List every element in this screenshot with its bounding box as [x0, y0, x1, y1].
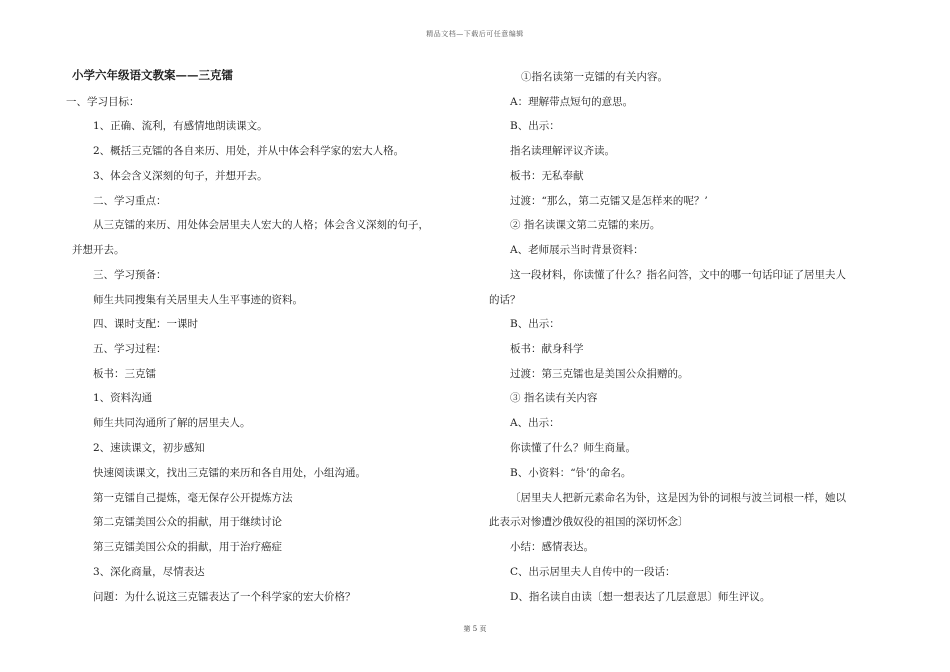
text-line: 从三克镭的来历、用处体会居里夫人宏大的人格；体会含义深刻的句子，: [93, 219, 429, 231]
text-line: 3、深化商量，尽情表达: [93, 566, 205, 578]
text-line: 的话？: [489, 294, 521, 306]
text-line: 三、学习预备：: [93, 269, 167, 281]
text-line: 板书：三克镭: [93, 368, 156, 380]
text-line: 第二克镭美国公众的捐献，用于继续讨论: [93, 516, 282, 528]
text-line: 快速阅读课文，找出三克镭的来历和各自用处，小组沟通。: [93, 467, 366, 479]
text-line: 3、体会含义深刻的句子，并想开去。: [93, 170, 268, 182]
text-line: 第三克镭美国公众的捐献，用于治疗癌症: [93, 541, 282, 553]
text-line: ③ 指名读有关内容: [510, 392, 598, 404]
text-line: ② 指名读课文第二克镭的来历。: [510, 219, 661, 231]
text-line: D、指名读自由读〔想一想表达了几层意思〕师生评议。: [510, 591, 771, 603]
text-line: 问题：为什么说这三克镭表达了一个科学家的宏大价格？: [93, 591, 356, 603]
text-line: 〔居里夫人把新元素命名为钋，这是因为钋的词根与波兰词根一样，她以: [510, 492, 846, 504]
text-line: 指名读理解评议齐读。: [510, 145, 615, 157]
text-line: 第一克镭自己提炼，毫无保存公开提炼方法: [93, 492, 293, 504]
text-line: A、老师展示当时背景资料：: [510, 244, 644, 256]
text-line: C、出示居里夫人自传中的一段话：: [510, 566, 676, 578]
text-line: 五、学习过程：: [93, 343, 167, 355]
text-line: 小结：感情表达。: [510, 541, 594, 553]
text-line: 板书：献身科学: [510, 343, 584, 355]
text-line: 过渡：“那么，第二克镭又是怎样来的呢？’: [510, 195, 708, 207]
document-title: 小学六年级语文教案——三克镭: [72, 68, 233, 82]
text-line: B、小资料：“钋’的命名。: [510, 467, 632, 479]
text-line: B、出示：: [510, 318, 560, 330]
text-line: A、出示：: [510, 417, 560, 429]
text-line: 1、资料沟通: [93, 392, 153, 404]
text-line: 板书：无私奉献: [510, 170, 584, 182]
page-header: 精品文档—下载后可任意编辑: [426, 30, 524, 38]
text-line: 2、速读课文，初步感知: [93, 442, 205, 454]
text-line: 并想开去。: [72, 244, 125, 256]
text-line: 过渡：第三克镭也是美国公众捐赠的。: [510, 368, 689, 380]
text-line: 师生共同沟通所了解的居里夫人。: [93, 417, 251, 429]
text-line: 1、正确、流利，有感情地朗读课文。: [93, 120, 268, 132]
text-line: A：理解带点短句的意思。: [510, 96, 634, 108]
text-line: 此表示对惨遭沙俄奴役的祖国的深切怀念〕: [489, 516, 689, 528]
text-line: 二、学习重点：: [93, 195, 167, 207]
text-line: ①指名读第一克镭的有关内容。: [521, 71, 668, 83]
text-line: 这一段材料，你读懂了什么？指名问答，文中的哪一句话印证了居里夫人: [510, 269, 846, 281]
text-line: 你读懂了什么？师生商量。: [510, 442, 636, 454]
text-line: 一、学习目标：: [66, 96, 140, 108]
text-line: B、出示：: [510, 120, 560, 132]
text-line: 四、课时支配：一课时: [93, 318, 198, 330]
text-line: 师生共同搜集有关居里夫人生平事迹的资料。: [93, 294, 303, 306]
page-number: 第 5 页: [463, 625, 487, 633]
text-line: 2、概括三克镭的各自来历、用处，并从中体会科学家的宏大人格。: [93, 145, 405, 157]
